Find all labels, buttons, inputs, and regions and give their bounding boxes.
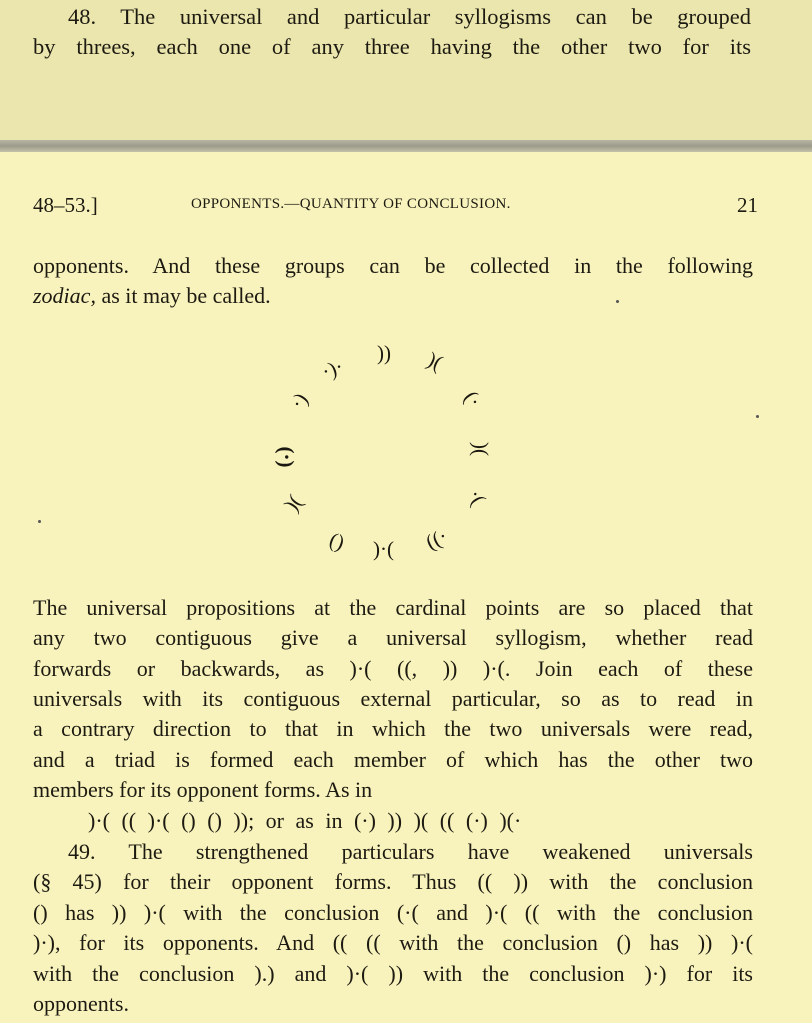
running-head: [33, 193, 758, 221]
previous-page-strip: [0, 0, 812, 140]
intro-line-2: [33, 281, 753, 311]
section-49-line-5: with the conclusion ).) and )·( )) with the conclusion )·) for its: [33, 961, 753, 986]
paragraph-line-5: a contrary direction to that in which the two universals were read,: [33, 716, 753, 741]
section-49-line-2: (§ 45) for their opponent forms. Thus (( )) with the conclusion: [33, 869, 753, 894]
zodiac-bottom-left: (): [326, 527, 348, 555]
paragraph-line-3: forwards or backwards, as )·( ((, )) )·(. Join each of these: [33, 656, 753, 681]
zodiac-term: zodiac,: [33, 283, 96, 308]
zodiac-right: )(: [469, 442, 493, 456]
section-range: 48–53.]: [33, 193, 98, 217]
intro-line-2-rest: as it may be called.: [95, 283, 271, 308]
zodiac-bottom-right: ((·: [421, 523, 452, 555]
zodiac-top: )): [377, 341, 391, 365]
running-title: OPPONENTS.—QUANTITY OF CONCLUSION.: [191, 196, 511, 212]
section-49-line-1: 49. The strengthened particulars have weakened universals: [68, 839, 753, 864]
section-49-line-3: () has )) )·( with the conclusion (·( and )·( (( with the conclusion: [33, 900, 753, 925]
page-gap-divider: [0, 140, 812, 152]
previous-page-line-1: 48. The universal and particular syllogisms can be grouped: [68, 4, 751, 29]
zodiac-lower-left: )(: [279, 490, 307, 516]
section-49-line-4: )·), for its opponents. And (( (( with the conclusion () has )) )·(: [33, 930, 753, 955]
zodiac-top-left: ·)·: [318, 354, 347, 384]
zodiac-top-right: )(: [423, 347, 447, 375]
zodiac-upper-left: ·): [285, 388, 313, 414]
zodiac-upper-right: (·: [459, 386, 487, 412]
previous-page-line-2: by threes, each one of any three having the other two for its: [33, 34, 751, 59]
zodiac-bottom: )·(: [373, 537, 394, 561]
paragraph-line-4: universals with its contiguous external particular, so as to read in: [33, 686, 753, 711]
paragraph-line-1: The universal propositions at the cardinal points are so placed that: [33, 595, 753, 620]
section-49-line-6: opponents.: [33, 991, 129, 1016]
paragraph-line-2: any two contiguous give a universal syllogism, whether read: [33, 625, 753, 650]
paragraph-line-6: and a triad is formed each member of which has the other two: [33, 747, 753, 772]
zodiac-left: (·): [274, 446, 299, 468]
page-number: 21: [737, 193, 758, 217]
speck: [756, 415, 759, 418]
intro-line-1: opponents. And these groups can be collected in the following: [33, 253, 753, 278]
opponent-formula: )·( (( )·( () () )); or as in (·) )) )( (( (·) )(·: [88, 808, 522, 833]
zodiac-lower-right: ·(: [463, 484, 491, 510]
speck: [38, 520, 41, 523]
speck: [616, 300, 619, 303]
paragraph-line-7: members for its opponent forms. As in: [33, 777, 373, 802]
